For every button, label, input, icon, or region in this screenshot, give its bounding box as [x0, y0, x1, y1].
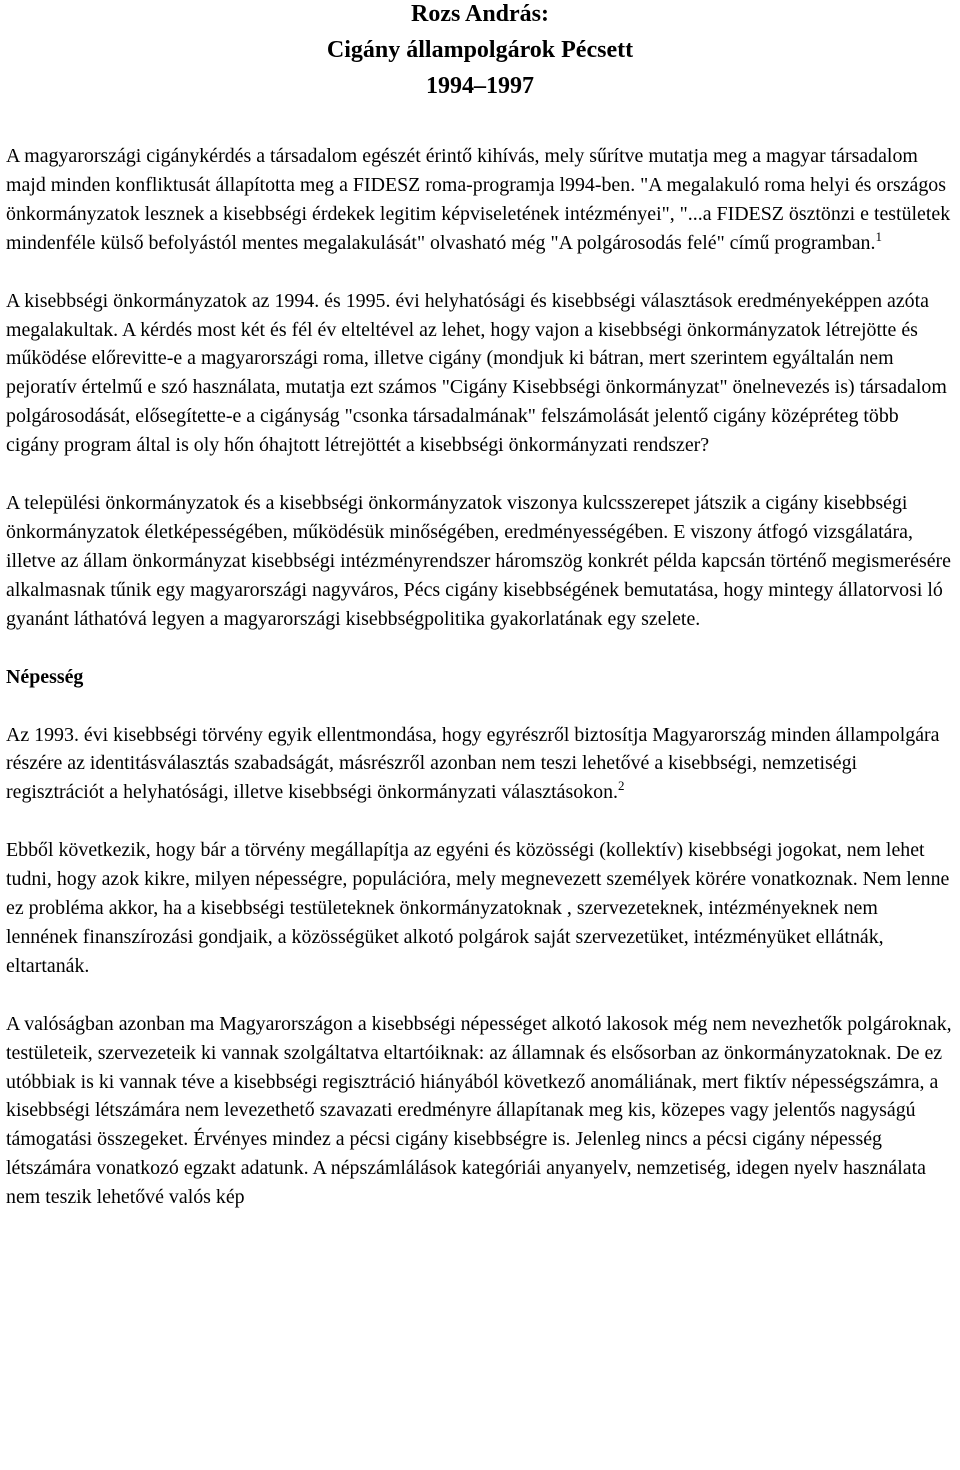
footnote-ref-1: 1	[875, 228, 882, 244]
paragraph-law	[6, 721, 954, 808]
paragraph-question: A kisebbségi önkormányzatok az 1994. és 1995. évi helyhatósági és kisebbségi választások eredményeképpen azóta megalakultak. A kérdés most két és fél év elteltével az lehet, hogy vajon a kisebbségi önkormányzatok létrejötte és működése előrevitte-e a magyarországi roma, illetve cigány (mondjuk ki bátran, mert szerintem egyáltalán nem pejoratív értelmű e szó használata, mutatja ezt számos "Cigány Kisebbségi önkormányzat" önelnevezés is) társadalom polgárosodását, elősegítette-e a cigányság "csonka társadalmának" felszámolását jelentő cigány középréteg több cigány program által is oly hőn óhajtott létrejöttét a kisebbségi önkormányzati rendszer?	[6, 289, 947, 457]
paragraph-law-text: Az 1993. évi kisebbségi törvény egyik ellentmondása, hogy egyrészről biztosítja Magyarország minden állampolgára részére az identitásválasztás szabadságát, másrészről azonban nem teszi lehetővé a kisebbségi, nemzetiségi regisztrációt a helyhatósági, illetve kisebbségi önkormányzati választásokon.	[6, 723, 940, 804]
paragraph-relations: A települési önkormányzatok és a kisebbségi önkormányzatok viszonya kulcsszerepet játszik a cigány kisebbségi önkormányzatok életképességében, működésük minőségében, eredményességében. E viszony átfogó vizsgálatára, illetve az állam önkormányzat kisebbségi intézményrendszer háromszög konkrét példa kapcsán történő megismerésére alkalmasnak tűnik egy magyarországi nagyváros, Pécs cigány kisebbségének bemutatása, hogy mintegy állatorvosi ló gyanánt láthatóvá legyen a magyarországi kisebbségpolitika gyakorlatának egy szelete.	[6, 492, 951, 630]
title-years: 1994–1997	[426, 73, 534, 99]
author-line: Rozs András:	[410, 1, 549, 27]
footnote-ref-2: 2	[618, 778, 625, 794]
page-title: Cigány állampolgárok Pécsett	[326, 37, 634, 63]
document-page	[6, 0, 954, 1212]
paragraph-reality: A valóságban azonban ma Magyarországon a kisebbségi népességet alkotó lakosok még nem nevezhetők polgároknak, testületeik, szervezeteik ki vannak szolgáltatva eltartóiknak: az államnak és elsősorban az önkormányzatoknak. De ez utóbbiak is ki vannak téve a kisebbségi regisztráció hiányából következő anomáliának, mert fiktív népességszámra, a kisebbségi létszámára nem levezethető szavazati eredményre állapítanak meg kis, közepes vagy jelentős nagyságú támogatási összegeket. Érvényes mindez a pécsi cigány kisebbségre is. Jelenleg nincs a pécsi cigány népesség létszámára vonatkozó egzakt adatunk. A népszámlálások kategóriái anyanyelv, nemzetiség, idegen nyelv használata nem teszik lehetővé valós kép	[6, 1012, 952, 1209]
paragraph-intro-text: A magyarországi cigánykérdés a társadalom egészét érintő kihívás, mely sűrítve mutatja meg a magyar társadalom majd minden konfliktusát állapította meg a FIDESZ roma-programja l994-ben. "A megalakuló roma helyi és országos önkormányzatok lesznek a kisebbségi érdekek legitim képviseletének intézményei", "...a FIDESZ ösztönzi e testületek mindenféle külső befolyástól mentes megalakulását" olvasható még "A polgárosodás felé" című programban.	[6, 145, 951, 254]
title-block	[6, 0, 954, 104]
paragraph-intro	[6, 142, 954, 258]
section-heading: Népesség	[6, 665, 84, 688]
paragraph-consequence: Ebből következik, hogy bár a törvény megállapítja az egyéni és közösségi (kollektív) kisebbségi jogokat, nem lehet tudni, hogy azok kikre, milyen népességre, populációra, mely megnevezett személyek körére vonatkoznak. Nem lenne ez probléma akkor, ha a kisebbségi testületeknek önkormányzatoknak , szervezeteknek, intézményeknek nem lennének finanszírozási gondjaik, a közösségüket alkotó polgárok saját szervezetüket, intézményüket ellátnák, eltartanák.	[6, 839, 950, 977]
